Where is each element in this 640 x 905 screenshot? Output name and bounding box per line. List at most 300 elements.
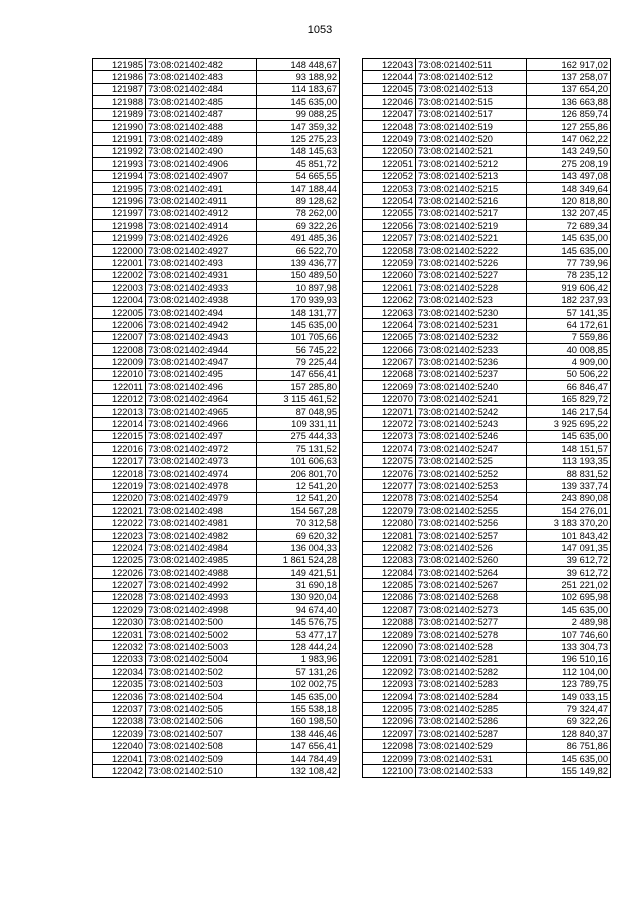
cadastral-number: 73:08:021402:5257 [416,529,527,541]
cadastral-value: 127 255,86 [527,120,611,132]
cadastral-value: 251 221,02 [527,579,611,591]
cadastral-value: 144 784,49 [257,752,340,764]
cadastral-value: 3 183 370,20 [527,517,611,529]
cadastral-number: 73:08:021402:4947 [146,356,257,368]
table-row [93,393,340,405]
row-number: 122044 [363,71,416,83]
row-number: 122090 [363,641,416,653]
table-row [93,133,340,145]
cadastral-number: 73:08:021402:511 [416,59,527,71]
table-row [363,480,611,492]
cadastral-value: 50 506,22 [527,368,611,380]
table-row [93,591,340,603]
table-row [363,703,611,715]
cadastral-number: 73:08:021402:5227 [416,269,527,281]
table-row [363,517,611,529]
table-row [363,455,611,467]
cadastral-number: 73:08:021402:490 [146,145,257,157]
cadastral-number: 73:08:021402:5287 [416,728,527,740]
row-number: 122049 [363,133,416,145]
cadastral-number: 73:08:021402:520 [416,133,527,145]
row-number: 122014 [93,418,146,430]
table-row [363,282,611,294]
table-row [93,443,340,455]
cadastral-value: 146 217,54 [527,405,611,417]
cadastral-number: 73:08:021402:4993 [146,591,257,603]
table-row [363,591,611,603]
cadastral-number: 73:08:021402:521 [416,145,527,157]
table-row [93,244,340,256]
table-row [363,145,611,157]
cadastral-value: 54 665,55 [257,170,340,182]
cadastral-value: 147 656,41 [257,740,340,752]
cadastral-number: 73:08:021402:5221 [416,232,527,244]
table-row [363,715,611,727]
table-row [363,108,611,120]
table-row [93,145,340,157]
table-row [363,554,611,566]
cadastral-number: 73:08:021402:5233 [416,343,527,355]
cadastral-number: 73:08:021402:529 [416,740,527,752]
row-number: 122026 [93,567,146,579]
cadastral-number: 73:08:021402:487 [146,108,257,120]
cadastral-value: 12 541,20 [257,492,340,504]
cadastral-value: 136 004,33 [257,542,340,554]
cadastral-number: 73:08:021402:510 [146,765,257,777]
table-row [363,405,611,417]
table-row [363,96,611,108]
table-row [363,368,611,380]
row-number: 122054 [363,195,416,207]
cadastral-value: 157 285,80 [257,381,340,393]
table-row [363,133,611,145]
cadastral-value: 132 207,45 [527,207,611,219]
cadastral-value: 113 193,35 [527,455,611,467]
row-number: 122005 [93,306,146,318]
cadastral-number: 73:08:021402:494 [146,306,257,318]
cadastral-number: 73:08:021402:5277 [416,616,527,628]
row-number: 122032 [93,641,146,653]
cadastral-number: 73:08:021402:5212 [416,158,527,170]
row-number: 121995 [93,182,146,194]
cadastral-number: 73:08:021402:5219 [416,220,527,232]
row-number: 122037 [93,703,146,715]
row-number: 122004 [93,294,146,306]
cadastral-number: 73:08:021402:5247 [416,443,527,455]
table-row [363,381,611,393]
cadastral-value: 87 048,95 [257,405,340,417]
cadastral-number: 73:08:021402:5217 [416,207,527,219]
row-number: 121987 [93,83,146,95]
cadastral-number: 73:08:021402:485 [146,96,257,108]
table-row [93,306,340,318]
table-row [93,282,340,294]
table-row [93,182,340,194]
table-row [93,517,340,529]
table-row [363,728,611,740]
row-number: 122075 [363,455,416,467]
cadastral-value: 12 541,20 [257,480,340,492]
cadastral-value: 3 925 695,22 [527,418,611,430]
table-row [93,653,340,665]
row-number: 122082 [363,542,416,554]
cadastral-value: 79 225,44 [257,356,340,368]
cadastral-number: 73:08:021402:498 [146,505,257,517]
cadastral-number: 73:08:021402:533 [416,765,527,777]
cadastral-value: 69 322,26 [257,220,340,232]
table-row [363,393,611,405]
cadastral-value: 143 497,08 [527,170,611,182]
table-row [363,294,611,306]
row-number: 122093 [363,678,416,690]
row-number: 122069 [363,381,416,393]
row-number: 122040 [93,740,146,752]
cadastral-value: 148 131,77 [257,306,340,318]
row-number: 122008 [93,343,146,355]
cadastral-number: 73:08:021402:505 [146,703,257,715]
row-number: 122086 [363,591,416,603]
row-number: 122012 [93,393,146,405]
row-number: 122002 [93,269,146,281]
row-number: 122021 [93,505,146,517]
cadastral-value: 93 188,92 [257,71,340,83]
cadastral-value: 165 829,72 [527,393,611,405]
page-number: 1053 [307,24,333,36]
cadastral-value: 147 656,41 [257,368,340,380]
table-row [363,505,611,517]
cadastral-number: 73:08:021402:5216 [416,195,527,207]
row-number: 122029 [93,604,146,616]
table-row [93,418,340,430]
table-row [93,529,340,541]
row-number: 122025 [93,554,146,566]
cadastral-value: 7 559,86 [527,331,611,343]
cadastral-number: 73:08:021402:5282 [416,666,527,678]
table-row [93,641,340,653]
cadastral-value: 145 635,00 [527,752,611,764]
table-row [93,220,340,232]
table-row [93,690,340,702]
cadastral-value: 139 436,77 [257,257,340,269]
cadastral-value: 150 489,50 [257,269,340,281]
row-number: 122010 [93,368,146,380]
cadastral-number: 73:08:021402:493 [146,257,257,269]
cadastral-number: 73:08:021402:508 [146,740,257,752]
table-row [93,96,340,108]
row-number: 122051 [363,158,416,170]
cadastral-number: 73:08:021402:502 [146,666,257,678]
row-number: 122056 [363,220,416,232]
table-row [93,628,340,640]
table-row [93,492,340,504]
table-row [93,356,340,368]
table-row [93,567,340,579]
cadastral-value: 66 846,47 [527,381,611,393]
table-row [93,120,340,132]
row-number: 122076 [363,467,416,479]
row-number: 122053 [363,182,416,194]
cadastral-number: 73:08:021402:5237 [416,368,527,380]
row-number: 121988 [93,96,146,108]
row-number: 122073 [363,430,416,442]
table-row [93,368,340,380]
cadastral-number: 73:08:021402:4998 [146,604,257,616]
cadastral-number: 73:08:021402:4984 [146,542,257,554]
cadastral-value: 148 448,67 [257,59,340,71]
table-row [363,83,611,95]
cadastral-number: 73:08:021402:517 [416,108,527,120]
cadastral-value: 170 939,93 [257,294,340,306]
row-number: 122045 [363,83,416,95]
cadastral-number: 73:08:021402:531 [416,752,527,764]
cadastral-value: 53 477,17 [257,628,340,640]
table-row [363,430,611,442]
row-number: 122017 [93,455,146,467]
cadastral-number: 73:08:021402:4988 [146,567,257,579]
cadastral-value: 132 108,42 [257,765,340,777]
table-row [363,567,611,579]
cadastral-number: 73:08:021402:496 [146,381,257,393]
cadastral-number: 73:08:021402:495 [146,368,257,380]
row-number: 122028 [93,591,146,603]
cadastral-number: 73:08:021402:5252 [416,467,527,479]
row-number: 122064 [363,319,416,331]
cadastral-number: 73:08:021402:4981 [146,517,257,529]
left-cadastral-table [92,58,340,778]
cadastral-number: 73:08:021402:4911 [146,195,257,207]
table-row [363,232,611,244]
cadastral-number: 73:08:021402:5222 [416,244,527,256]
cadastral-value: 4 909,00 [527,356,611,368]
row-number: 122016 [93,443,146,455]
cadastral-value: 128 444,24 [257,641,340,653]
row-number: 122081 [363,529,416,541]
cadastral-value: 99 088,25 [257,108,340,120]
table-row [93,257,340,269]
cadastral-value: 125 275,23 [257,133,340,145]
table-row [363,269,611,281]
cadastral-value: 69 322,26 [527,715,611,727]
row-number: 122079 [363,505,416,517]
row-number: 121992 [93,145,146,157]
cadastral-number: 73:08:021402:5226 [416,257,527,269]
cadastral-number: 73:08:021402:4938 [146,294,257,306]
row-number: 122030 [93,616,146,628]
cadastral-number: 73:08:021402:526 [416,542,527,554]
cadastral-value: 160 198,50 [257,715,340,727]
cadastral-number: 73:08:021402:4973 [146,455,257,467]
row-number: 122071 [363,405,416,417]
cadastral-value: 10 897,98 [257,282,340,294]
cadastral-number: 73:08:021402:509 [146,752,257,764]
cadastral-value: 145 635,00 [257,690,340,702]
cadastral-value: 155 538,18 [257,703,340,715]
row-number: 122099 [363,752,416,764]
table-row [363,158,611,170]
table-row [363,306,611,318]
cadastral-value: 114 183,67 [257,83,340,95]
cadastral-value: 491 485,36 [257,232,340,244]
cadastral-value: 196 510,16 [527,653,611,665]
cadastral-value: 275 208,19 [527,158,611,170]
cadastral-value: 206 801,70 [257,467,340,479]
table-row [93,728,340,740]
row-number: 122074 [363,443,416,455]
cadastral-number: 73:08:021402:504 [146,690,257,702]
cadastral-number: 73:08:021402:4978 [146,480,257,492]
table-row [93,467,340,479]
cadastral-value: 145 635,00 [527,244,611,256]
row-number: 122095 [363,703,416,715]
row-number: 121994 [93,170,146,182]
table-row [363,71,611,83]
table-row [363,319,611,331]
table-row [363,579,611,591]
cadastral-value: 39 612,72 [527,567,611,579]
table-row [93,678,340,690]
cadastral-number: 73:08:021402:5283 [416,678,527,690]
cadastral-number: 73:08:021402:5003 [146,641,257,653]
cadastral-value: 78 262,00 [257,207,340,219]
row-number: 122065 [363,331,416,343]
cadastral-value: 101 843,42 [527,529,611,541]
cadastral-value: 88 831,52 [527,467,611,479]
row-number: 121996 [93,195,146,207]
cadastral-number: 73:08:021402:5260 [416,554,527,566]
row-number: 122091 [363,653,416,665]
row-number: 122036 [93,690,146,702]
table-row [93,752,340,764]
row-number: 122060 [363,269,416,281]
cadastral-value: 275 444,33 [257,430,340,442]
cadastral-value: 89 128,62 [257,195,340,207]
row-number: 122085 [363,579,416,591]
row-number: 121998 [93,220,146,232]
row-number: 122006 [93,319,146,331]
table-row [93,765,340,777]
table-row [363,170,611,182]
cadastral-number: 73:08:021402:5231 [416,319,527,331]
cadastral-value: 145 635,00 [527,232,611,244]
cadastral-value: 148 145,63 [257,145,340,157]
cadastral-value: 64 172,61 [527,319,611,331]
cadastral-value: 57 141,35 [527,306,611,318]
cadastral-number: 73:08:021402:483 [146,71,257,83]
cadastral-number: 73:08:021402:5284 [416,690,527,702]
table-row [93,195,340,207]
table-row [363,467,611,479]
table-row [93,579,340,591]
cadastral-number: 73:08:021402:5254 [416,492,527,504]
row-number: 122034 [93,666,146,678]
row-number: 122013 [93,405,146,417]
cadastral-number: 73:08:021402:4943 [146,331,257,343]
cadastral-value: 182 237,93 [527,294,611,306]
row-number: 122001 [93,257,146,269]
row-number: 122038 [93,715,146,727]
row-number: 122088 [363,616,416,628]
table-row [93,294,340,306]
cadastral-number: 73:08:021402:4966 [146,418,257,430]
table-row [363,740,611,752]
cadastral-number: 73:08:021402:4965 [146,405,257,417]
cadastral-value: 79 324,47 [527,703,611,715]
table-row [93,269,340,281]
cadastral-number: 73:08:021402:506 [146,715,257,727]
cadastral-value: 147 188,44 [257,182,340,194]
row-number: 122059 [363,257,416,269]
cadastral-value: 154 567,28 [257,505,340,517]
table-row [363,628,611,640]
row-number: 122068 [363,368,416,380]
row-number: 121997 [93,207,146,219]
cadastral-value: 40 008,85 [527,343,611,355]
cadastral-number: 73:08:021402:5242 [416,405,527,417]
cadastral-value: 109 331,11 [257,418,340,430]
cadastral-number: 73:08:021402:4942 [146,319,257,331]
cadastral-number: 73:08:021402:5240 [416,381,527,393]
row-number: 122098 [363,740,416,752]
cadastral-number: 73:08:021402:519 [416,120,527,132]
cadastral-number: 73:08:021402:5228 [416,282,527,294]
row-number: 122100 [363,765,416,777]
table-row [93,480,340,492]
table-row [93,170,340,182]
table-row [93,343,340,355]
row-number: 122083 [363,554,416,566]
cadastral-number: 73:08:021402:503 [146,678,257,690]
table-row [363,207,611,219]
cadastral-value: 126 859,74 [527,108,611,120]
right-cadastral-table [362,58,611,778]
cadastral-number: 73:08:021402:500 [146,616,257,628]
table-row [93,71,340,83]
table-row [363,653,611,665]
table-row [363,356,611,368]
cadastral-number: 73:08:021402:512 [416,71,527,83]
cadastral-value: 31 690,18 [257,579,340,591]
cadastral-number: 73:08:021402:4992 [146,579,257,591]
row-number: 122080 [363,517,416,529]
row-number: 122077 [363,480,416,492]
table-row [363,120,611,132]
cadastral-value: 148 151,57 [527,443,611,455]
cadastral-value: 57 131,26 [257,666,340,678]
table-row [363,182,611,194]
cadastral-number: 73:08:021402:528 [416,641,527,653]
cadastral-value: 72 689,34 [527,220,611,232]
cadastral-number: 73:08:021402:4972 [146,443,257,455]
cadastral-number: 73:08:021402:4931 [146,269,257,281]
row-number: 122000 [93,244,146,256]
row-number: 122003 [93,282,146,294]
table-row [93,232,340,244]
table-row [93,108,340,120]
row-number: 122092 [363,666,416,678]
row-number: 122084 [363,567,416,579]
row-number: 122067 [363,356,416,368]
row-number: 122096 [363,715,416,727]
cadastral-number: 73:08:021402:484 [146,83,257,95]
row-number: 122087 [363,604,416,616]
cadastral-value: 130 920,04 [257,591,340,603]
cadastral-number: 73:08:021402:4912 [146,207,257,219]
table-row [93,616,340,628]
row-number: 122047 [363,108,416,120]
cadastral-value: 86 751,86 [527,740,611,752]
table-row [93,207,340,219]
cadastral-number: 73:08:021402:5232 [416,331,527,343]
